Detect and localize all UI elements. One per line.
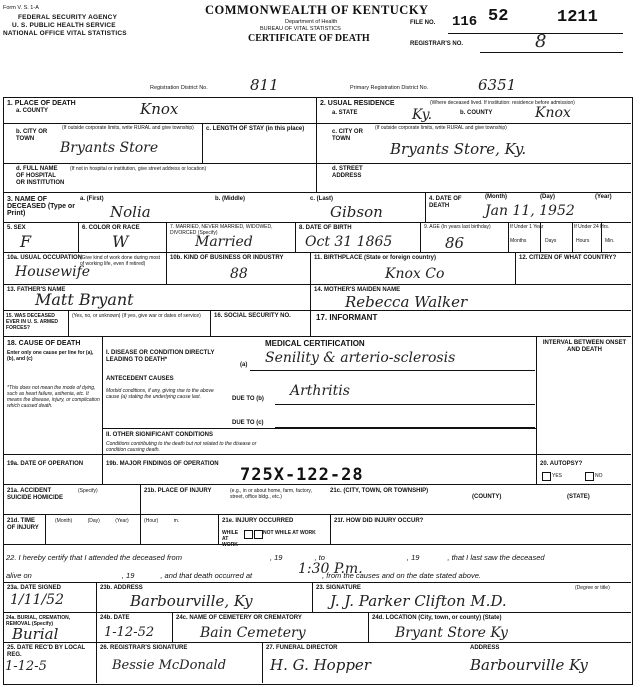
while-at-work-checkbox[interactable]	[244, 530, 253, 539]
business-value: 88	[230, 266, 248, 282]
agency-line-1: FEDERAL SECURITY AGENCY	[18, 14, 118, 21]
marital-label: 7. MARRIED, NEVER MARRIED, WIDOWED, DIVORCED (Specify)	[170, 224, 273, 236]
death-city-note: (If outside corporate limits, write RURAL and give township)	[62, 125, 194, 131]
cause-of-death-label: 18. CAUSE OF DEATH	[7, 340, 81, 347]
registrar-signature-label: 26. REGISTRAR'S SIGNATURE	[100, 645, 188, 651]
cause-a-value: Senility & arterio-sclerosis	[265, 350, 456, 366]
sex-value: F	[20, 232, 32, 251]
mother-value: Rebecca Walker	[345, 293, 468, 311]
days-label: Days	[545, 238, 557, 244]
autopsy-no-label: NO	[595, 473, 603, 479]
injury-place-label: 21b. PLACE OF INJURY	[144, 488, 212, 494]
how-injury-label: 21f. HOW DID INJURY OCCUR?	[334, 518, 424, 524]
date-of-death-value: Jan 11, 1952	[485, 203, 575, 219]
hours-label: Hours	[576, 238, 590, 244]
file-no-3: 1211	[557, 8, 598, 27]
registrar-signature: Bessie McDonald	[112, 658, 227, 673]
not-at-work-label: NOT WHILE AT WORK	[263, 530, 316, 536]
hospital-note: (If not in hospital or institution, give street address or location)	[70, 166, 207, 172]
agency-line-3: NATIONAL OFFICE VITAL STATISTICS	[3, 30, 127, 37]
file-no-1: 116	[452, 14, 478, 30]
race-label: 6. COLOR OR RACE	[82, 225, 140, 231]
res-state-label: a. STATE	[332, 110, 358, 116]
citizen-label: 12. CITIZEN OF WHAT COUNTRY?	[519, 255, 617, 261]
burial-label: 24a. BURIAL, CREMATION, REMOVAL (Specify)	[6, 615, 71, 627]
date-signed-value: 1/11/52	[10, 592, 64, 608]
res-city-label: c. CITY OR TOWN	[332, 129, 363, 142]
month-label: (Month)	[485, 194, 507, 200]
due-to-b-label: DUE TO (b)	[232, 396, 264, 402]
autopsy-yes-label: YES	[552, 473, 563, 479]
father-label: 13. FATHER'S NAME	[7, 287, 66, 293]
occupation-label: 10a. USUAL OCCUPATION	[7, 255, 83, 261]
burial-value: Burial	[12, 625, 59, 643]
mother-label: 14. MOTHER'S MAIDEN NAME	[314, 287, 401, 293]
death-city-label: b. CITY OR TOWN	[16, 129, 48, 142]
day-label: (Day)	[540, 194, 556, 200]
signature-label: 23. SIGNATURE	[316, 585, 361, 591]
business-label: 10b. KIND OF BUSINESS OR INDUSTRY	[170, 255, 284, 261]
months-label: Months	[510, 238, 527, 244]
certify-line-2: alive on , 19 , and that death occurred at , from the causes and on the date stated above.	[6, 571, 481, 580]
interval-label: INTERVAL BETWEEN ONSET AND DEATH	[542, 340, 627, 353]
file-no-label: FILE NO.	[410, 20, 436, 26]
middle-name-label: b. (Middle)	[215, 196, 245, 202]
residence-note: (Where deceased lived. If institution: residence before admission)	[430, 100, 575, 106]
race-value: W	[112, 232, 129, 251]
marital-value: Married	[195, 234, 253, 250]
accident-label: 21a. ACCIDENT SUICIDE HOMICIDE	[7, 488, 64, 501]
birthplace-value: Knox Co	[385, 266, 445, 282]
injury-at-work-label: 21e. INJURY OCCURRED	[222, 518, 294, 524]
funeral-director-address-label: ADDRESS	[470, 645, 500, 651]
asterisk-note: *This does not mean the mode of dying, such as heart failure, asthenia, etc. It means the disease, injury, or complication which caused death.	[7, 385, 100, 409]
stay-label: c. LENGTH OF STAY (in this place)	[206, 126, 305, 132]
cause-a-label: (a)	[240, 362, 248, 368]
sex-label: 5. SEX	[7, 225, 26, 231]
degree-label: (Degree or title)	[575, 585, 610, 591]
res-city-value: Bryants Store, Ky.	[390, 140, 527, 158]
last-name-value: Gibson	[330, 203, 383, 221]
primary-district-value: 6351	[478, 76, 517, 94]
res-county-label: b. COUNTY	[460, 110, 493, 116]
year-label: (Year)	[595, 194, 612, 200]
birth-label: 8. DATE OF BIRTH	[299, 225, 352, 231]
res-state-value: Ky.	[412, 107, 433, 123]
cemetery-value: Bain Cemetery	[200, 625, 306, 641]
antecedent-label: ANTECEDENT CAUSES	[106, 376, 174, 382]
registrar-no-value: 8	[535, 31, 547, 52]
cemetery-label: 24c. NAME OF CEMETERY OR CREMATORY	[176, 615, 302, 621]
file-no-2: 52	[488, 7, 509, 26]
res-county-value: Knox	[535, 105, 571, 121]
agency-line-2: U. S. PUBLIC HEALTH SERVICE	[12, 22, 116, 29]
min-label: Min.	[605, 238, 615, 244]
death-county-label: a. COUNTY	[16, 108, 49, 114]
first-name-label: a. (First)	[80, 196, 104, 202]
date-of-death-label: 4. DATE OF DEATH	[429, 196, 462, 209]
autopsy-yes-checkbox[interactable]	[542, 472, 551, 481]
father-value: Matt Bryant	[35, 290, 134, 309]
burial-location-label: 24d. LOCATION (City, town, or county) (State)	[372, 615, 502, 621]
funeral-director-address: Barbourville Ky	[470, 656, 588, 674]
dept-line-2: BUREAU OF VITAL STATISTICS	[260, 26, 341, 32]
place-of-death-label: 1. PLACE OF DEATH	[7, 100, 76, 107]
time-of-death-value: 1:30 P.m.	[298, 561, 363, 577]
armed-forces-label: 15. WAS DECEASED EVER IN U. S. ARMED FORCES?	[6, 313, 59, 331]
armed-forces-note: (Yes, no, or unknown) (If yes, give war or dates of service)	[72, 313, 201, 319]
death-city-value: Bryants Store	[60, 140, 159, 156]
last-name-label: c. (Last)	[310, 196, 334, 202]
part1-label: I. DISEASE OR CONDITION DIRECTLY LEADING TO DEATH*	[106, 350, 215, 363]
injury-state-label: (STATE)	[567, 494, 590, 500]
injury-place-note: (e.g., in or about home, farm, factory, street, office bldg., etc.)	[230, 488, 312, 500]
accident-specify: (Specify)	[78, 488, 98, 494]
not-at-work-checkbox[interactable]	[254, 530, 263, 539]
physician-signature: J. J. Parker Clifton M.D.	[330, 592, 507, 610]
while-at-work-label: WHILE AT WORK	[222, 530, 239, 548]
form-number: Form V. S. 1-A	[3, 5, 39, 11]
funeral-director-value: H. G. Hopper	[270, 656, 371, 674]
due-to-c-label: DUE TO (c)	[232, 420, 264, 426]
registrar-no-label: REGISTRAR'S NO.	[410, 41, 464, 47]
state-title: COMMONWEALTH OF KENTUCKY	[205, 3, 429, 17]
certificate-title: CERTIFICATE OF DEATH	[248, 33, 370, 44]
date-received-value: 1-12-5	[5, 659, 47, 674]
findings-label: 19b. MAJOR FINDINGS OF OPERATION	[106, 461, 219, 467]
under-24-hrs-label: If Under 24 Hrs.	[574, 224, 610, 230]
reg-district-value: 811	[250, 76, 279, 94]
cause-b-value: Arthritis	[290, 383, 350, 399]
certify-line-1: 22. I hereby certify that I attended the deceased from , 19 , to , 19 , that I last saw the deceased	[6, 553, 545, 562]
social-security-label: 16. SOCIAL SECURITY NO.	[214, 313, 291, 319]
under-1-year-label: If Under 1 Year	[510, 224, 544, 230]
burial-location-value: Bryant Store Ky	[395, 625, 508, 641]
part2-label: II. OTHER SIGNIFICANT CONDITIONS	[106, 432, 214, 438]
residence-label: 2. USUAL RESIDENCE	[320, 100, 395, 107]
autopsy-no-checkbox[interactable]	[585, 472, 594, 481]
res-street-label: d. STREET ADDRESS	[332, 166, 363, 179]
birthplace-label: 11. BIRTHPLACE (State or foreign country)	[314, 255, 437, 261]
death-county-value: Knox	[140, 100, 179, 118]
occupation-value: Housewife	[15, 264, 91, 280]
address-label: 23b. ADDRESS	[100, 585, 143, 591]
date-received-label: 25. DATE REC'D BY LOCAL REG.	[7, 645, 86, 658]
first-name-value: Nolia	[110, 203, 151, 221]
injury-county-label: (COUNTY)	[472, 494, 502, 500]
part2-note: Conditions contributing to the death but not related to the disease or condition causing death.	[106, 441, 257, 453]
address-value: Barbourville, Ky	[130, 592, 253, 610]
time-of-injury-label: 21d. TIME OF INJURY	[7, 518, 39, 531]
name-label: 3. NAME OF DECEASED (Type or Print)	[7, 196, 75, 217]
funeral-director-label: 27. FUNERAL DIRECTOR	[266, 645, 338, 651]
primary-district-label: Primary Registration District No.	[350, 85, 429, 91]
informant-label: 17. INFORMANT	[316, 313, 378, 322]
res-city-note: (If outside corporate limits, write RURAL and give township)	[375, 125, 507, 131]
date-signed-label: 23a. DATE SIGNED	[7, 585, 61, 591]
occupation-note: (Give kind of work done during most of working life, even if retired)	[80, 255, 161, 267]
hospital-label: d. FULL NAME OF HOSPITAL OR INSTITUTION	[16, 166, 65, 186]
birth-value: Oct 31 1865	[305, 234, 393, 250]
autopsy-label: 20. AUTOPSY?	[540, 461, 583, 467]
time-of-injury-cols: (Month) (Day) (Year) (Hour) m.	[55, 518, 180, 524]
dept-line-1: Department of Health	[285, 19, 338, 25]
burial-date-value: 1-12-52	[104, 625, 155, 640]
reg-district-label: Registration District No.	[150, 85, 208, 91]
age-value: 86	[445, 234, 465, 252]
age-label: 9. AGE (In years last birthday)	[424, 224, 491, 230]
antecedent-note: Morbid conditions, if any, giving rise to the above cause (a) stating the underlying cause last.	[106, 388, 214, 400]
injury-city-label: 21c. (CITY, TOWN, OR TOWNSHIP)	[330, 488, 429, 494]
operation-date-label: 19a. DATE OF OPERATION	[7, 461, 84, 467]
burial-date-label: 24b. DATE	[100, 615, 130, 621]
code-stamp: 725X-122-28	[240, 465, 364, 485]
medical-cert-title: MEDICAL CERTIFICATION	[265, 339, 365, 348]
cause-of-death-note: Enter only one cause per line for (a), (b), and (c)	[7, 350, 94, 362]
